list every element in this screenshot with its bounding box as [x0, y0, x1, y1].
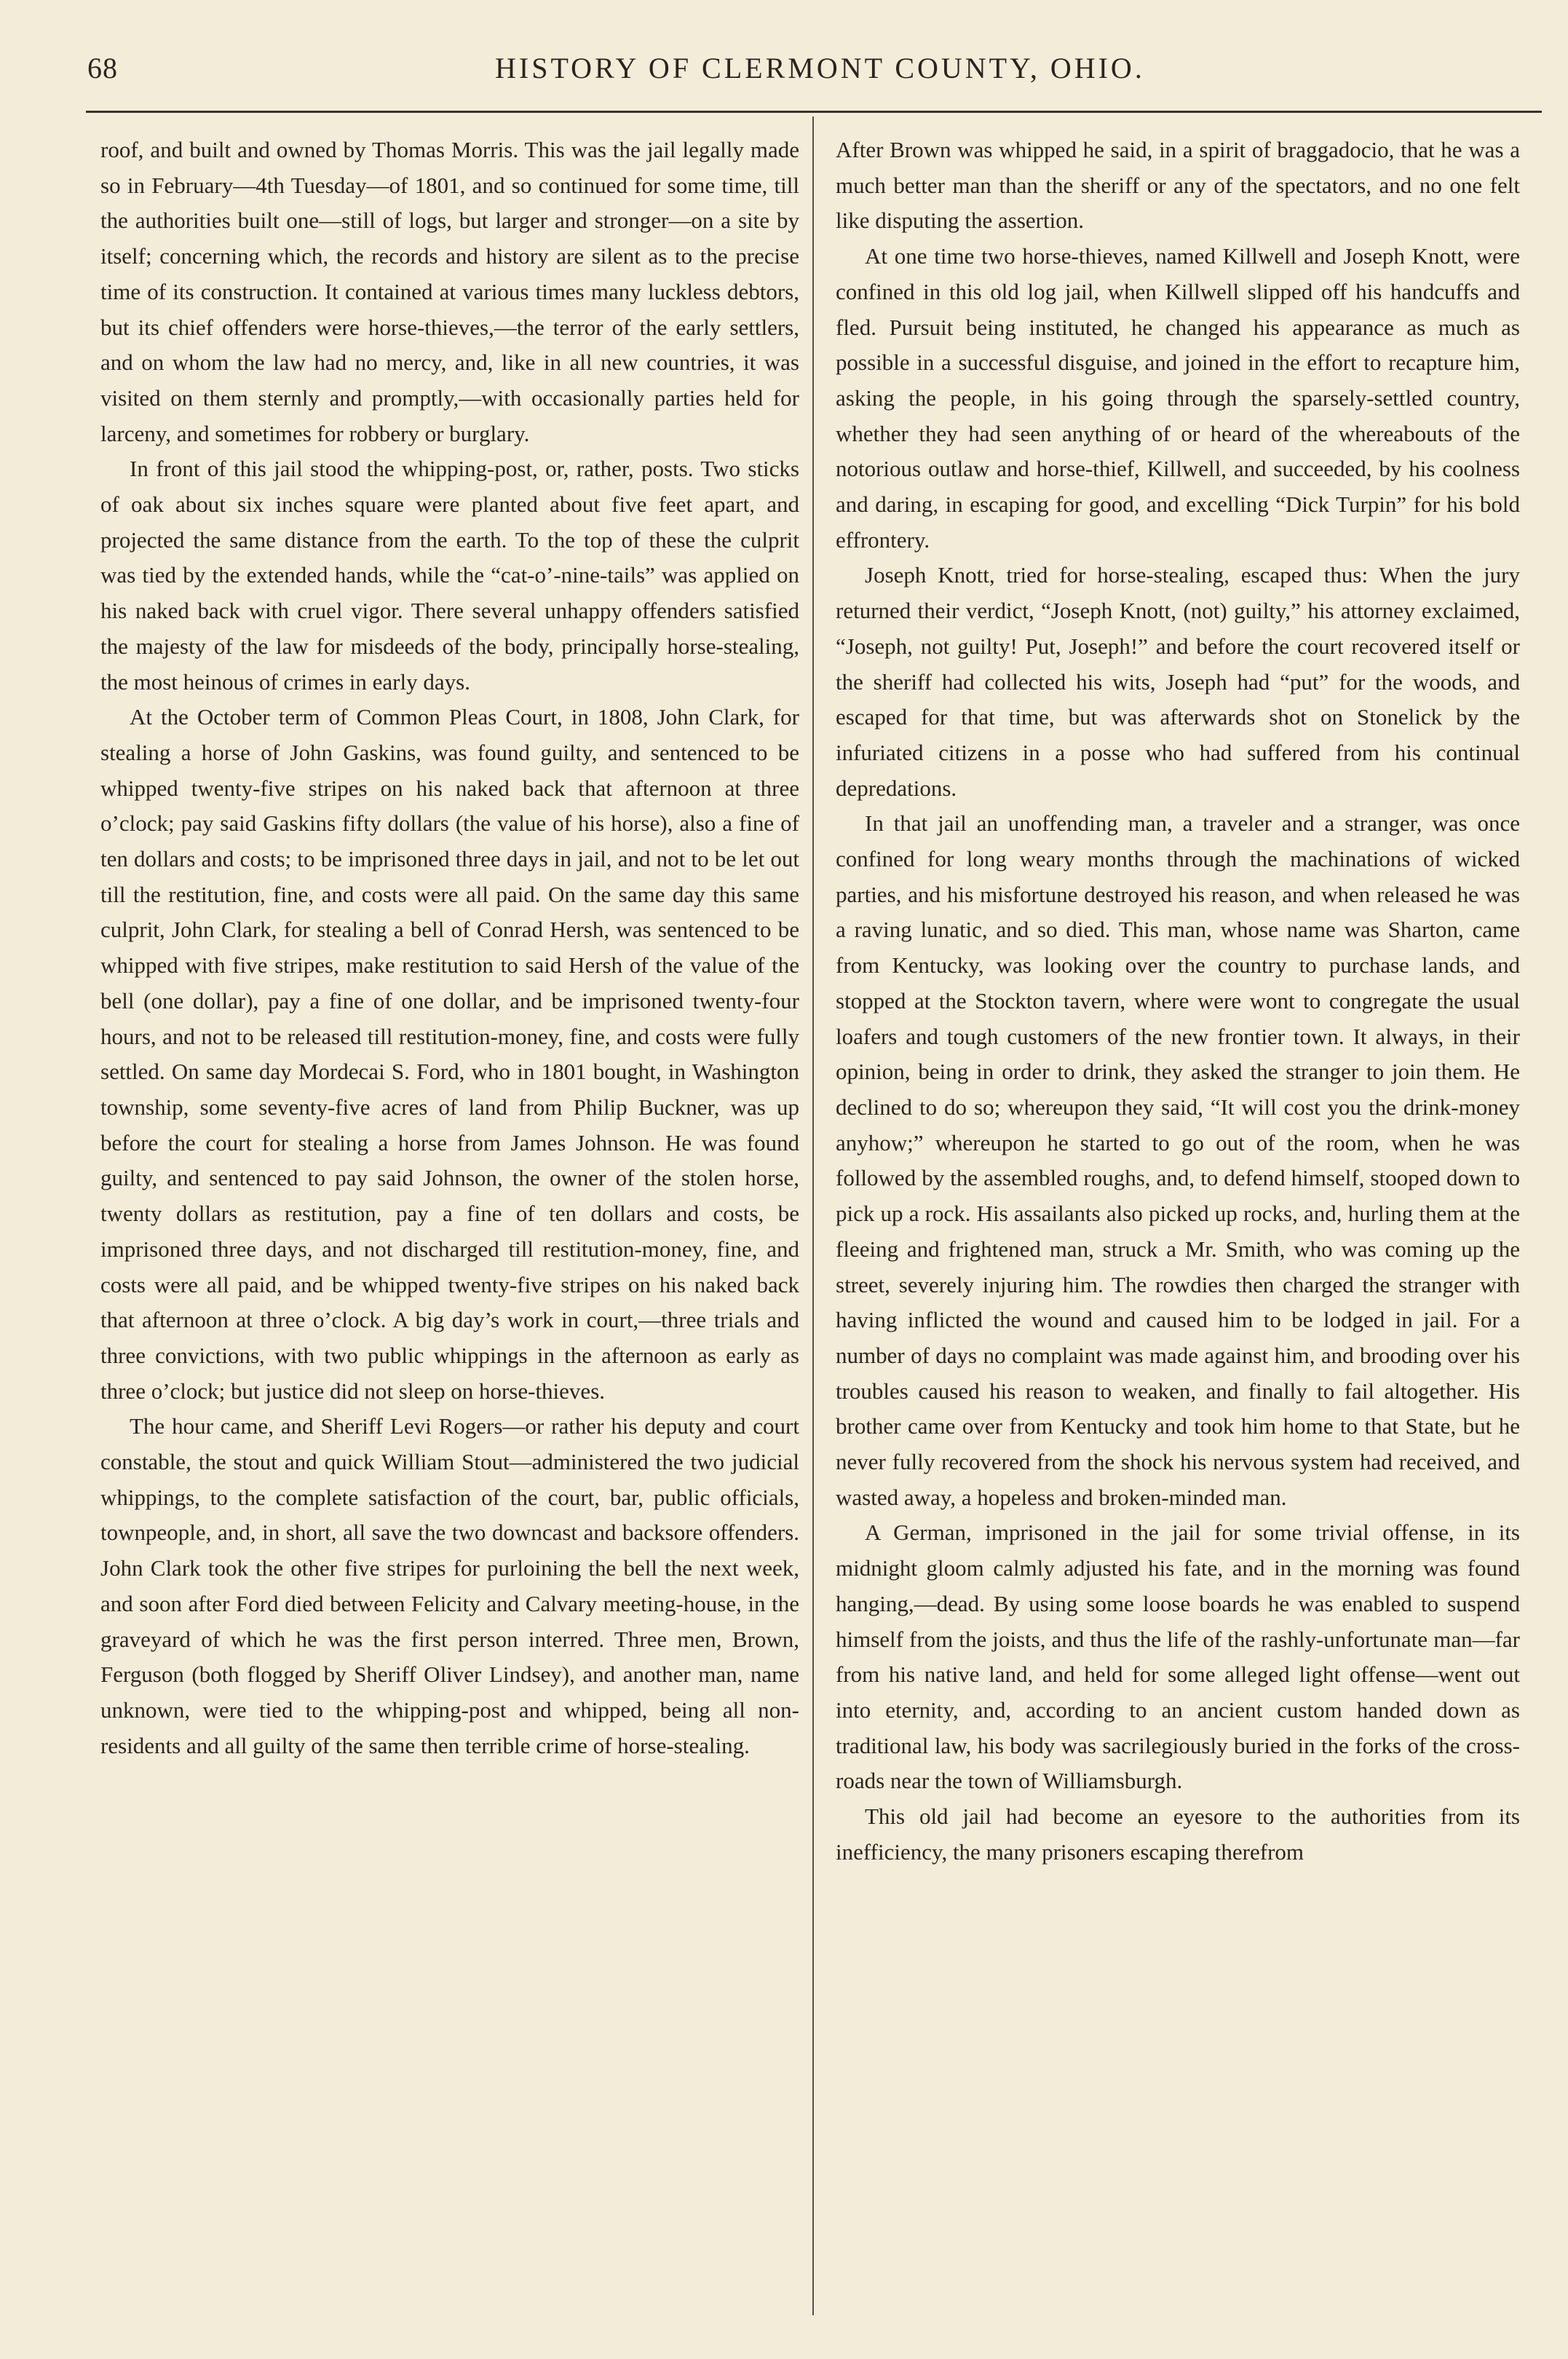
- paragraph: At the October term of Common Pleas Court, in 1808, John Clark, for stealing a horse of John Gaskins, was found guilty, and sentenced to be whipped twenty-five stripes on his naked back that afternoon at three o’clock; pay said Gaskins fifty dollars (the value of his horse), also a fine of ten dollars and costs; to be imprisoned three days in jail, and not to be let out till the restitution, fine, and costs were all paid. On the same day this same culprit, John Clark, for stealing a bell of Conrad Hersh, was sentenced to be whipped with five stripes, make restitution to said Hersh of the value of the bell (one dollar), pay a fine of one dollar, and be imprisoned twenty-four hours, and not to be released till restitution-money, fine, and costs were fully settled. On same day Mordecai S. Ford, who in 1801 bought, in Washington township, some seventy-five acres of land from Philip Buckner, was up before the court for stealing a horse from James Johnson. He was found guilty, and sentenced to pay said Johnson, the owner of the stolen horse, twenty dollars as restitution, pay a fine of ten dollars and costs, be imprisoned three days, and not discharged till restitution-money, fine, and costs were all paid, and be whipped twenty-five stripes on his naked back that afternoon at three o’clock. A big day’s work in court,—three trials and three convictions, with two public whippings in the afternoon as early as three o’clock; but justice did not sleep on horse-thieves.: [100, 704, 799, 1404]
- paragraph: The hour came, and Sheriff Levi Rogers—or rather his deputy and court constable, the stout and quick William Stout—administered the two judicial whippings, to the complete satisfaction of the court, bar, public officials, townpeople, and, in short, all save the two downcast and backsore offenders. John Clark took the other five stripes for purloining the bell the next week, and soon after Ford died between Felicity and Calvary meeting-house, in the graveyard of which he was the first person interred. Three men, Brown, Ferguson (both flogged by Sheriff Oliver Lindsey), and another man, name unknown, were tied to the whipping-post and whipped, being all non-residents and all guilty of the same then terrible crime of horse-stealing.: [100, 1413, 799, 1758]
- paragraph: Joseph Knott, tried for horse-stealing, escaped thus: When the jury returned their verdict, “Joseph Knott, (not) guilty,” his attorney exclaimed, “Joseph, not guilty! Put, Joseph!” and before the court recovered itself or the sheriff had collected his wits, Joseph had “put” for the woods, and escaped for that time, but was afterwards shot on Stonelick by the infuriated citizens in a posse who had suffered from his continual depredations.: [836, 562, 1520, 801]
- header-rule: [86, 111, 1542, 113]
- paragraph: In that jail an unoffending man, a traveler and a stranger, was once confined for long weary months through the machinations of wicked parties, and his misfortune destroyed his reason, and when released he was a raving lunatic, and so died. This man, whose name was Sharton, came from Kentucky, was looking over the country to purchase lands, and stopped at the Stockton tavern, where were wont to congregate the usual loafers and tough customers of the new frontier town. It always, in their opinion, being in order to drink, they asked the stranger to join them. He declined to do so; whereupon they said, “It will cost you the drink-money anyhow;” whereupon he started to go out of the room, when he was followed by the assembled roughs, and, to defend himself, stooped down to pick up a rock. His assailants also picked up rocks, and, hurling them at the fleeing and frightened man, struck a Mr. Smith, who was coming up the street, severely injuring him. The rowdies then charged the stranger with having inflicted the wound and caused him to be lodged in jail. For a number of days no complaint was made against him, and brooding over his troubles caused his reason to weaken, and finally to fail altogether. His brother came over from Kentucky and took him home to that State, but he never fully recovered from the shock his nervous system had received, and wasted away, a hopeless and broken-minded man.: [836, 810, 1520, 1510]
- column-divider: [812, 116, 814, 2315]
- paragraph: At one time two horse-thieves, named Killwell and Joseph Knott, were confined in this old log jail, when Killwell slipped off his handcuffs and fled. Pursuit being instituted, he changed his appearance as much as possible in a successful disguise, and joined in the effort to recapture him, asking the people, in his going through the sparsely-settled country, whether they had seen anything of or heard of the whereabouts of the notorious outlaw and horse-thief, Killwell, and succeeded, by his coolness and daring, in escaping for good, and excelling “Dick Turpin” for his bold effrontery.: [836, 243, 1520, 553]
- paragraph: In front of this jail stood the whipping-post, or, rather, posts. Two sticks of oak about six inches square were planted about five feet apart, and projected the same distance from the earth. To the top of these the culprit was tied by the extended hands, while the “cat-o’-nine-tails” was applied on his naked back with cruel vigor. There several unhappy offenders satisfied the majesty of the law for misdeeds of the body, principally horse-stealing, the most heinous of crimes in early days.: [100, 456, 799, 695]
- left-column: [100, 133, 799, 1763]
- right-column: [836, 133, 1520, 1870]
- paragraph: After Brown was whipped he said, in a spirit of braggadocio, that he was a much better man than the sheriff or any of the spectators, and no one felt like disputing the assertion.: [836, 137, 1520, 234]
- paragraph: A German, imprisoned in the jail for some trivial offense, in its midnight gloom calmly adjusted his fate, and in the morning was found hanging,—dead. By using some loose boards he was enabled to suspend himself from the joists, and thus the life of the rashly-unfortunate man—far from his native land, and held for some alleged light offense—went out into eternity, and, according to an ancient custom handed down as traditional law, his body was sacrilegiously buried in the forks of the cross-roads near the town of Williamsburgh.: [836, 1520, 1520, 1794]
- page-number: 68: [87, 52, 118, 84]
- paragraph: This old jail had become an eyesore to the authorities from its inefficiency, the many prisoners escaping therefrom: [836, 1803, 1520, 1865]
- running-title: HISTORY OF CLERMONT COUNTY, OHIO.: [495, 52, 1145, 84]
- paragraph: roof, and built and owned by Thomas Morris. This was the jail legally made so in February—4th Tuesday—of 1801, and so continued for some time, till the authorities built one—still of logs, but larger and stronger—on a site by itself; concerning which, the records and history are silent as to the precise time of its construction. It contained at various times many luckless debtors, but its chief offenders were horse-thieves,—the terror of the early settlers, and on whom the law had no mercy, and, like in all new countries, it was visited on them sternly and promptly,—with occasionally parties held for larceny, and sometimes for robbery or burglary.: [100, 137, 799, 446]
- page-header: [87, 51, 1502, 95]
